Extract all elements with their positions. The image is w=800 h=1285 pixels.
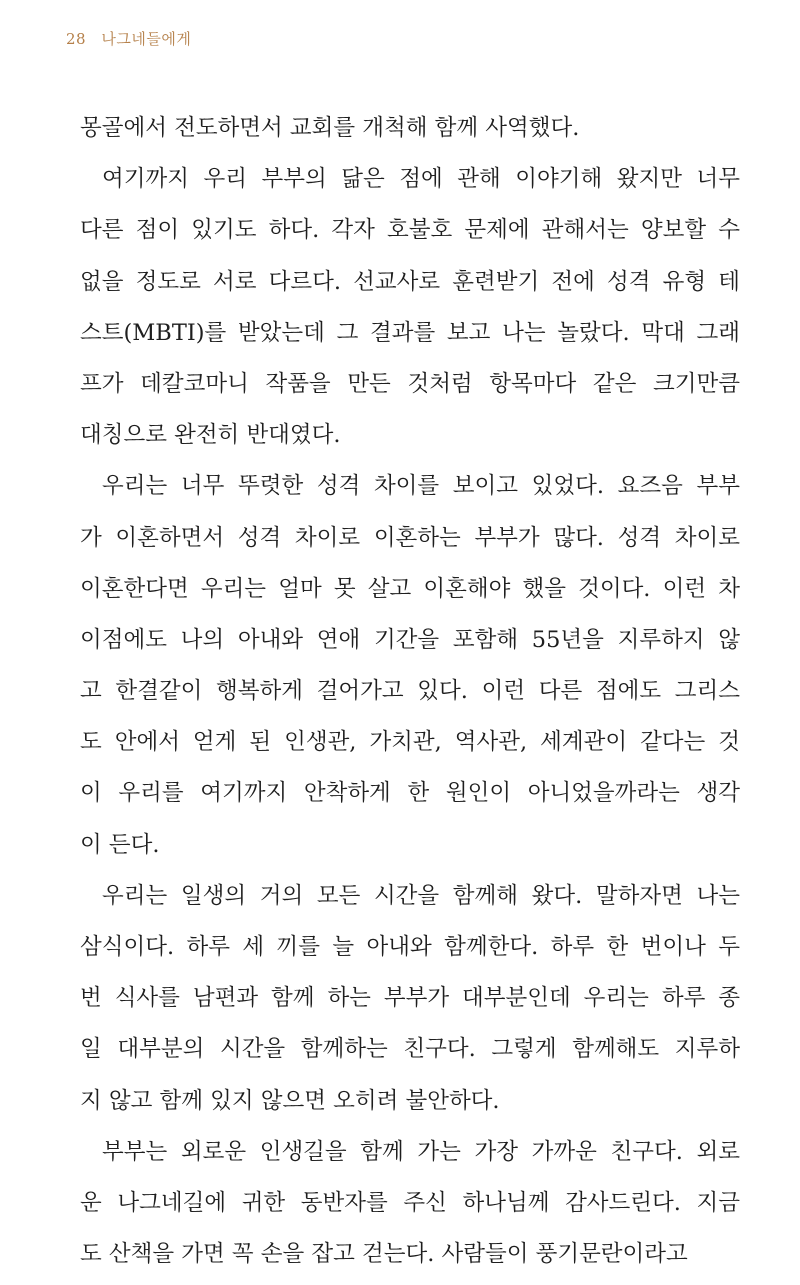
text-line: 우리는 너무 뚜렷한 성격 차이를 보이고 있었다. 요즈음 부부 — [102, 473, 740, 500]
text-line: 지 않고 함께 있지 않으면 오히려 불안하다. — [80, 1087, 500, 1114]
text-line: 이점에도 나의 아내와 연애 기간을 포함해 55년을 지루하지 않 — [80, 626, 740, 653]
text-line: 스트(MBTI)를 받았는데 그 결과를 보고 나는 놀랐다. 막대 그래 — [80, 319, 740, 346]
text-line: 운 나그네길에 귀한 동반자를 주신 하나님께 감사드린다. 지금 — [80, 1189, 740, 1216]
text-line: 여기까지 우리 부부의 닮은 점에 관해 이야기해 왔지만 너무 — [102, 166, 740, 193]
text-line: 번 식사를 남편과 함께 하는 부부가 대부분인데 우리는 하루 종 — [80, 985, 740, 1012]
text-line: 다른 점이 있기도 하다. 각자 호불호 문제에 관해서는 양보할 수 — [80, 217, 740, 244]
text-line: 몽골에서 전도하면서 교회를 개척해 함께 사역했다. — [80, 115, 580, 141]
text-line: 삼식이다. 하루 세 끼를 늘 아내와 함께한다. 하루 한 번이나 두 — [80, 934, 740, 960]
text-line: 고 한결같이 행복하게 걸어가고 있다. 이런 다른 점에도 그리스 — [80, 678, 740, 705]
text-line: 대칭으로 완전히 반대였다. — [80, 422, 341, 449]
running-title: 나그네들에게 — [101, 30, 192, 48]
text-line: 프가 데칼코마니 작품을 만든 것처럼 항목마다 같은 크기만큼 — [80, 370, 740, 397]
body-text — [80, 108, 740, 1285]
text-line: 이 든다. — [80, 831, 160, 858]
text-line: 우리는 일생의 거의 모든 시간을 함께해 왔다. 말하자면 나는 — [102, 882, 740, 909]
text-line: 도 안에서 얻게 된 인생관, 가치관, 역사관, 세계관이 같다는 것 — [80, 729, 740, 756]
text-line: 부부는 외로운 인생길을 함께 가는 가장 가까운 친구다. 외로 — [102, 1138, 740, 1165]
text-line: 일 대부분의 시간을 함께하는 친구다. 그렇게 함께해도 지루하 — [80, 1036, 740, 1063]
text-line: 이 우리를 여기까지 안착하게 한 원인이 아니었을까라는 생각 — [80, 780, 740, 807]
text-line: 없을 정도로 서로 다르다. 선교사로 훈련받기 전에 성격 유형 테 — [80, 268, 740, 295]
text-line: 가 이혼하면서 성격 차이로 이혼하는 부부가 많다. 성격 차이로 — [80, 524, 740, 551]
page-number: 28 — [66, 30, 87, 48]
text-line: 이혼한다면 우리는 얼마 못 살고 이혼해야 했을 것이다. 이런 차 — [80, 575, 740, 602]
text-line: 도 산책을 가면 꼭 손을 잡고 걷는다. 사람들이 풍기문란이라고 — [80, 1241, 688, 1268]
running-header — [66, 28, 191, 49]
